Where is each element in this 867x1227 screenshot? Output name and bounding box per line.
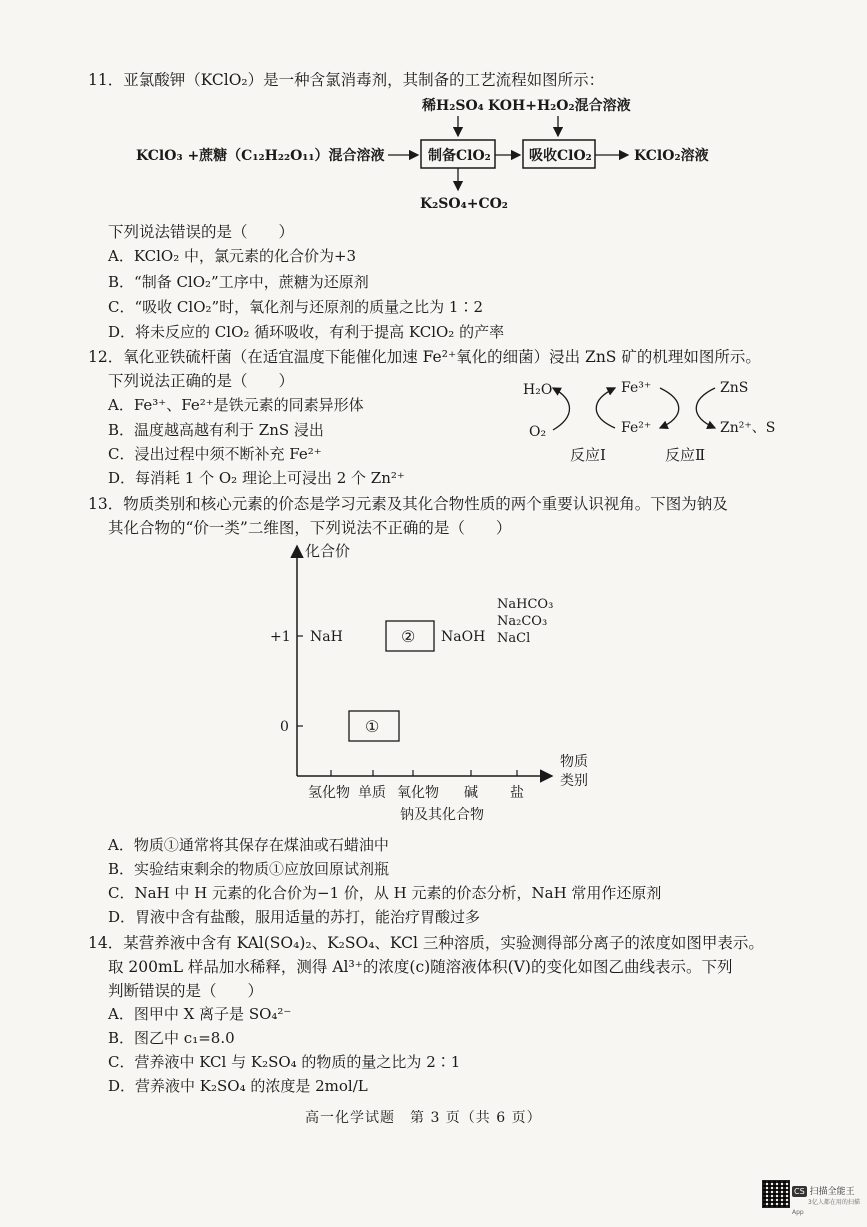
- q12-products: Zn²⁺、S: [720, 420, 776, 436]
- flow-box-absorb-label: 吸收ClO₂: [529, 148, 592, 164]
- flow-reagent-1: 稀H₂SO₄: [422, 98, 484, 114]
- q13-option-d: D．胃液中含有盐酸，服用适量的苏打，能治疗胃酸过多: [108, 908, 481, 926]
- qr-code-icon: [762, 1180, 790, 1208]
- scanner-brand: 扫描全能王: [809, 1187, 855, 1197]
- scanner-sub: 3亿人都在用的扫描App: [792, 1199, 860, 1216]
- chart-point-naoh: NaOH: [441, 629, 486, 645]
- chart-y-tick-zero: 0: [280, 719, 289, 735]
- chart-box-2-label: ②: [401, 627, 416, 646]
- q14-option-c: C．营养液中 KCl 与 K₂SO₄ 的物质的量之比为 2∶1: [108, 1053, 461, 1071]
- q12-stem: 12．氧化亚铁硫杆菌（在适宜温度下能催化加速 Fe²⁺氧化的细菌）浸出 ZnS 矿的机理如图所示。: [88, 348, 761, 366]
- flow-box-prepare-label: 制备ClO₂: [428, 148, 491, 164]
- q14-option-a: A．图甲中 X 离子是 SO₄²⁻: [108, 1005, 292, 1023]
- chart-point-nahco3: NaHCO₃: [497, 597, 554, 612]
- q12-fe3: Fe³⁺: [621, 380, 652, 396]
- chart-point-na2co3: Na₂CO₃: [497, 614, 548, 629]
- q13-stem-line-1: 13．物质类别和核心元素的价态是学习元素及其化合物性质的两个重要认识视角。下图为钠及: [88, 495, 728, 513]
- q11-question: 下列说法错误的是（ ）: [108, 223, 295, 241]
- chart-caption: 钠及其化合物: [400, 807, 484, 823]
- q13-option-c: C．NaH 中 H 元素的化合价为−1 价，从 H 元素的价态分析，NaH 常用作还原剂: [108, 884, 662, 902]
- flow-output: KClO₂溶液: [634, 148, 709, 164]
- q12-option-a: A．Fe³⁺、Fe²⁺是铁元素的同素异形体: [108, 396, 364, 414]
- camscanner-logo-icon: CS: [794, 1187, 805, 1196]
- chart-x-tick-element: 单质: [358, 785, 386, 801]
- q13-option-b: B．实验结束剩余的物质①应放回原试剂瓶: [108, 860, 390, 878]
- chart-x-tick-hydride: 氢化物: [308, 785, 350, 801]
- q12-h2o: H₂O: [523, 382, 553, 398]
- chart-box-1-label: ①: [365, 717, 380, 736]
- q12-zns: ZnS: [720, 380, 749, 396]
- q12-option-b: B．温度越高越有利于 ZnS 浸出: [108, 421, 324, 439]
- q12-mechanism-diagram: [515, 372, 815, 472]
- chart-x-label-2: 类别: [560, 773, 588, 789]
- q14-stem-line-2: 取 200mL 样品加水稀释，测得 Al³⁺的浓度(c)随溶液体积(V)的变化如图乙曲线表示。下列: [108, 958, 733, 976]
- chart-point-nah: NaH: [310, 629, 343, 645]
- q12-option-c: C．浸出过程中须不断补充 Fe²⁺: [108, 445, 322, 463]
- chart-y-label: 化合价: [305, 542, 351, 560]
- q12-option-d: D．每消耗 1 个 O₂ 理论上可浸出 2 个 Zn²⁺: [108, 469, 405, 487]
- page-footer: 高一化学试题 第 3 页（共 6 页）: [305, 1110, 542, 1126]
- flow-reagent-2: KOH+H₂O₂混合溶液: [488, 98, 631, 114]
- q12-label-2: 反应Ⅱ: [665, 446, 706, 464]
- chart-x-tick-base: 碱: [464, 785, 478, 801]
- q12-question: 下列说法正确的是（ ）: [108, 372, 295, 390]
- q11-option-d: D．将未反应的 ClO₂ 循环吸收，有利于提高 KClO₂ 的产率: [108, 323, 505, 341]
- q12-fe2: Fe²⁺: [621, 420, 652, 436]
- q13-stem-line-2: 其化合物的“价一类”二维图，下列说法不正确的是（ ）: [108, 519, 512, 537]
- chart-x-tick-oxide: 氧化物: [397, 785, 439, 801]
- chart-point-nacl: NaCl: [497, 631, 531, 646]
- flow-input: KClO₃ +蔗糖（C₁₂H₂₂O₁₁）混合溶液: [136, 148, 385, 164]
- chart-x-tick-salt: 盐: [510, 785, 524, 801]
- q14-option-b: B．图乙中 c₁=8.0: [108, 1029, 235, 1047]
- q12-o2: O₂: [529, 424, 547, 440]
- q14-stem-line-3: 判断错误的是（ ）: [108, 982, 264, 1000]
- chart-x-label-1: 物质: [560, 754, 588, 770]
- q11-stem: 11．亚氯酸钾（KClO₂）是一种含氯消毒剂，其制备的工艺流程如图所示：: [88, 71, 605, 89]
- q13-option-a: A．物质①通常将其保存在煤油或石蜡油中: [108, 836, 389, 854]
- q13-valence-class-chart: [0, 538, 867, 828]
- q14-stem-line-1: 14．某营养液中含有 KAl(SO₄)₂、K₂SO₄、KCl 三种溶质，实验测得部分离子的浓度如图甲表示。: [88, 934, 764, 952]
- scanner-watermark: [792, 1184, 867, 1217]
- q11-flow-diagram: [0, 92, 867, 212]
- q11-option-c: C．“吸收 ClO₂”时，氧化剂与还原剂的质量之比为 1∶2: [108, 298, 484, 316]
- q11-option-a: A．KClO₂ 中，氯元素的化合价为+3: [108, 247, 357, 265]
- q14-option-d: D．营养液中 K₂SO₄ 的浓度是 2mol/L: [108, 1077, 368, 1095]
- q11-option-b: B．“制备 ClO₂”工序中，蔗糖为还原剂: [108, 273, 369, 291]
- flow-byproduct: K₂SO₄+CO₂: [420, 196, 508, 212]
- chart-y-tick-plus1: +1: [270, 629, 291, 645]
- q12-label-1: 反应Ⅰ: [570, 446, 606, 464]
